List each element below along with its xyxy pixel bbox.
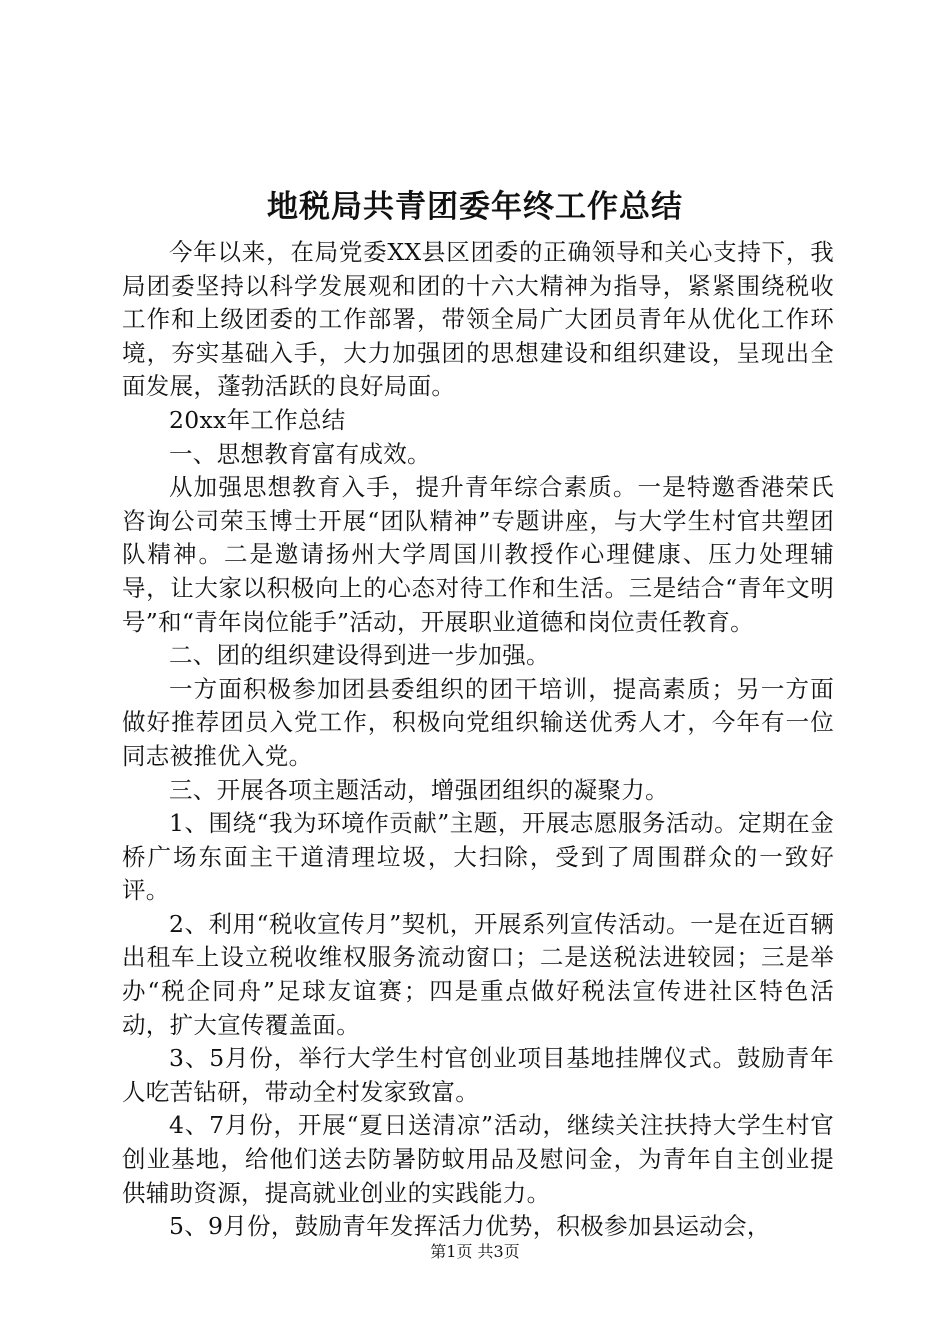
paragraph-year-summary-heading: 20xx年工作总结 xyxy=(169,405,346,434)
section-heading-3: 三、开展各项主题活动，增强团组织的凝聚力。 xyxy=(169,775,669,804)
paragraph-item-4: 4、7月份，开展“夏日送清凉”活动，继续关注扶持大学生村官创业基地，给他们送去防暑防蚊用品及慰问金，为青年自主创业提供辅助资源，提高就业创业的实践能力。 xyxy=(122,1111,834,1207)
paragraph-item-1: 1、围绕“我为环境作贡献”主题，开展志愿服务活动。定期在金桥广场东面主干道清理垃圾，大扫除，受到了周围群众的一致好评。 xyxy=(122,809,834,905)
section-heading-1: 一、思想教育富有成效。 xyxy=(169,439,431,468)
paragraph-section-1: 从加强思想教育入手，提升青年综合素质。一是特邀香港荣氏咨询公司荣玉博士开展“团队精神”专题讲座，与大学生村官共塑团队精神。二是邀请扬州大学周国川教授作心理健康、压力处理辅导，让大家以积极向上的心态对待工作和生活。三是结合“青年文明号”和“青年岗位能手”活动，开展职业道德和岗位责任教育。 xyxy=(122,473,834,636)
paragraph-intro: 今年以来，在局党委XX县区团委的正确领导和关心支持下，我局团委坚持以科学发展观和团的十六大精神为指导，紧紧围绕税收工作和上级团委的工作部署，带领全局广大团员青年从优化工作环境，夯实基础入手，大力加强团的思想建设和组织建设，呈现出全面发展，蓬勃活跃的良好局面。 xyxy=(122,238,834,401)
paragraph-item-2: 2、利用“税收宣传月”契机，开展系列宣传活动。一是在近百辆出租车上设立税收维权服务流动窗口；二是送税法进较园；三是举办“税企同舟”足球友谊赛；四是重点做好税法宣传进社区特色活动，扩大宣传覆盖面。 xyxy=(122,909,834,1039)
document-title: 地税局共青团委年终工作总结 xyxy=(267,189,683,225)
paragraph-item-3: 3、5月份，举行大学生村官创业项目基地挂牌仪式。鼓励青年人吃苦钻研，带动全村发家致富。 xyxy=(122,1044,834,1106)
section-heading-2: 二、团的组织建设得到进一步加强。 xyxy=(169,641,550,670)
paragraph-section-2: 一方面积极参加团县委组织的团干培训，提高素质；另一方面做好推荐团员入党工作，积极向党组织输送优秀人才，今年有一位同志被推优入党。 xyxy=(122,674,834,770)
document-body xyxy=(122,236,834,1244)
paragraph-item-5: 5、9月份，鼓励青年发挥活力优势，积极参加县运动会， xyxy=(169,1212,771,1241)
page-footer: 第1页 共3页 xyxy=(430,1242,520,1261)
